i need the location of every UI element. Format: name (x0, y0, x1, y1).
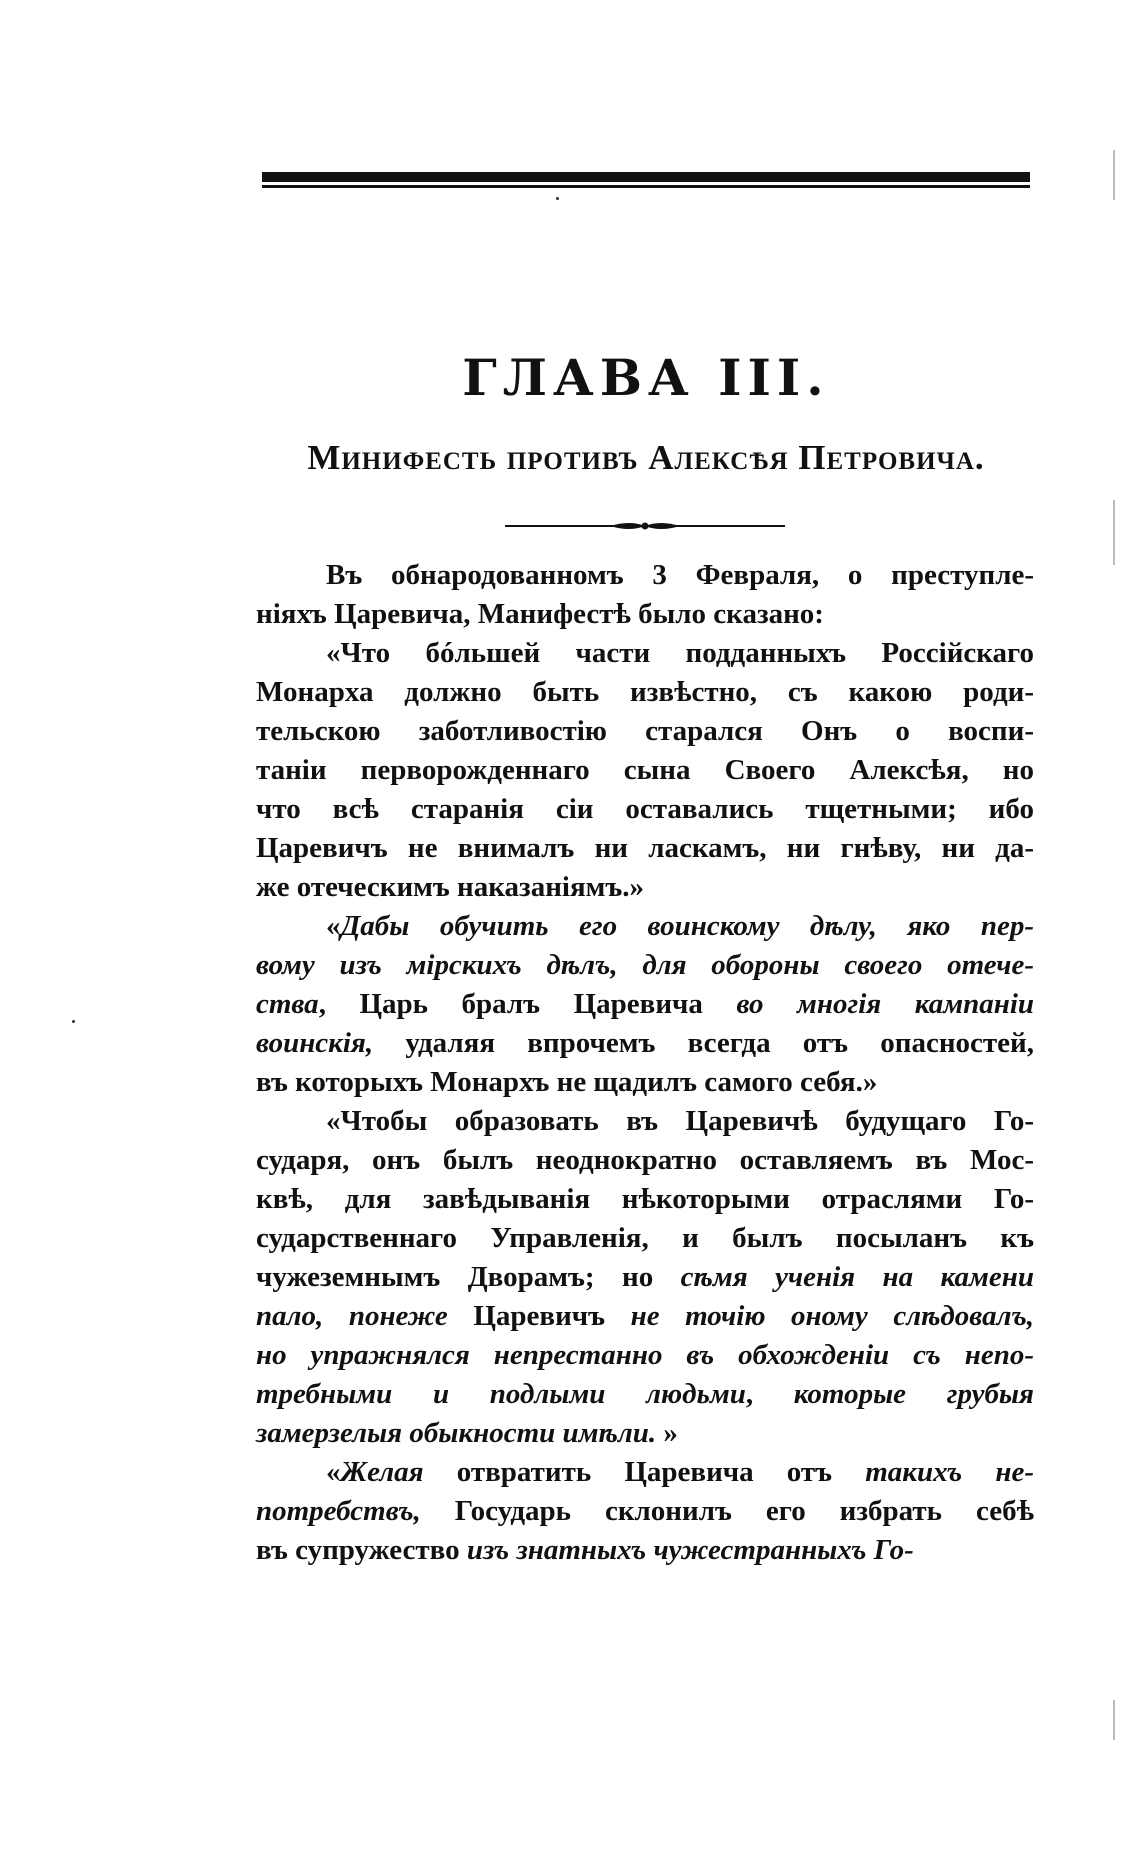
text-run: квѣ, для завѣдыванія нѣкоторыми отраслями Го- (256, 1183, 1034, 1215)
italic-text-run: воинскія, (256, 1027, 374, 1059)
text-run: Царевичъ (447, 1300, 631, 1332)
text-line (256, 790, 1034, 829)
header-rule-thick (262, 172, 1030, 182)
chapter-title: ГЛАВА III. (462, 348, 830, 407)
italic-text-run: которые грубыя (793, 1378, 1034, 1410)
scan-speck (556, 197, 559, 200)
text-line (256, 1414, 1034, 1453)
text-run: таніи перворожденнаго сына Своего Алексѣя, но (256, 754, 1034, 786)
text-run: въ которыхъ Монархъ не щадилъ самого себя.» (256, 1066, 878, 1098)
text-run: « (326, 910, 341, 942)
italic-text-run: замерзелыя обыкности имѣли. (256, 1417, 657, 1449)
italic-text-run: требными и подлыми людьми (256, 1378, 746, 1410)
page-edge-mark (1113, 1700, 1115, 1740)
text-run: Государь склонилъ его избрать себѣ (420, 1495, 1034, 1527)
text-run: Царевичъ не внималъ ни ласкамъ, ни гнѣву, ни да- (256, 832, 1034, 864)
text-run: удаляя впрочемъ всегда отъ опасностей, (373, 1027, 1034, 1059)
text-run: ніяхъ Царевича, Манифестѣ было сказано: (256, 598, 824, 630)
text-line (256, 634, 1034, 673)
text-run: чужеземнымъ Дворамъ; но (256, 1261, 681, 1293)
text-line (256, 1258, 1034, 1297)
text-line (256, 751, 1034, 790)
text-line (256, 1453, 1034, 1492)
italic-text-run: Желая (340, 1456, 424, 1488)
text-run: Въ обнародованномъ 3 Февраля, о преступле- (326, 559, 1034, 591)
text-run: сударя, онъ былъ неоднократно оставляемъ въ Мос- (256, 1144, 1034, 1176)
text-line (256, 1375, 1034, 1414)
text-run: тельскою заботливостію старался Онъ о воспи- (256, 715, 1034, 747)
text-line (256, 673, 1034, 712)
text-line (256, 1219, 1034, 1258)
text-line (256, 1063, 1034, 1102)
text-run: » (656, 1417, 678, 1449)
page-edge-mark (1113, 500, 1115, 565)
text-line (256, 556, 1034, 595)
italic-text-run: во многія кампаніи (736, 988, 1034, 1020)
text-run: Монарха должно быть извѣстно, съ какою роди- (256, 676, 1034, 708)
text-run: что всѣ старанія сіи оставались тщетными; ибо (256, 793, 1034, 825)
italic-text-run: изъ знатныхъ чужестранныхъ Го- (466, 1534, 914, 1566)
text-line (256, 985, 1034, 1024)
text-line (256, 1141, 1034, 1180)
text-line (256, 907, 1034, 946)
text-run: отвратить Царевича отъ (423, 1456, 866, 1488)
text-line (256, 1531, 1034, 1570)
italic-text-run: сѣмя ученія на камени (680, 1261, 1034, 1293)
text-line (256, 1180, 1034, 1219)
text-line (256, 712, 1034, 751)
text-line (256, 1297, 1034, 1336)
manifesto-text (256, 556, 1034, 1570)
scan-speck (72, 1020, 75, 1023)
text-line (256, 946, 1034, 985)
italic-text-run: Дабы обучить его воинскому дѣлу, яко пер- (340, 910, 1034, 942)
text-line (256, 595, 1034, 634)
text-run: «Что бóльшей части подданныхъ Россійскаго (326, 637, 1034, 669)
text-run: въ супружество (256, 1534, 467, 1566)
text-run: « (326, 1456, 341, 1488)
text-run: же отеческимъ наказаніямъ.» (256, 871, 645, 903)
text-run: , Царь бралъ Царевича (318, 988, 737, 1020)
text-line (256, 829, 1034, 868)
page-edge-mark (1113, 150, 1115, 200)
italic-text-run: пало, понеже (256, 1300, 448, 1332)
text-line (256, 1024, 1034, 1063)
text-line (256, 868, 1034, 907)
ornament-divider (505, 519, 785, 533)
italic-text-run: вому изъ мірскихъ дѣлъ, для обороны своего отече- (256, 949, 1034, 981)
text-line (256, 1492, 1034, 1531)
text-run: «Чтобы образовать въ Царевичѣ будущаго Го- (326, 1105, 1034, 1137)
italic-text-run: ства (256, 988, 319, 1020)
text-run: , (745, 1378, 794, 1410)
text-run: сударственнаго Управленія, и былъ посыланъ къ (256, 1222, 1034, 1254)
italic-text-run: не точію оному слѣдовалъ, (630, 1300, 1034, 1332)
italic-text-run: но упражнялся непрестанно въ обхожденіи съ непо- (256, 1339, 1034, 1371)
text-line (256, 1102, 1034, 1141)
italic-text-run: потребствъ, (256, 1495, 421, 1527)
chapter-subtitle: Минифесть противъ Алексѣя Петровича. (307, 438, 985, 477)
italic-text-run: такихъ не- (865, 1456, 1034, 1488)
text-line (256, 1336, 1034, 1375)
header-rule-thin (262, 185, 1030, 188)
